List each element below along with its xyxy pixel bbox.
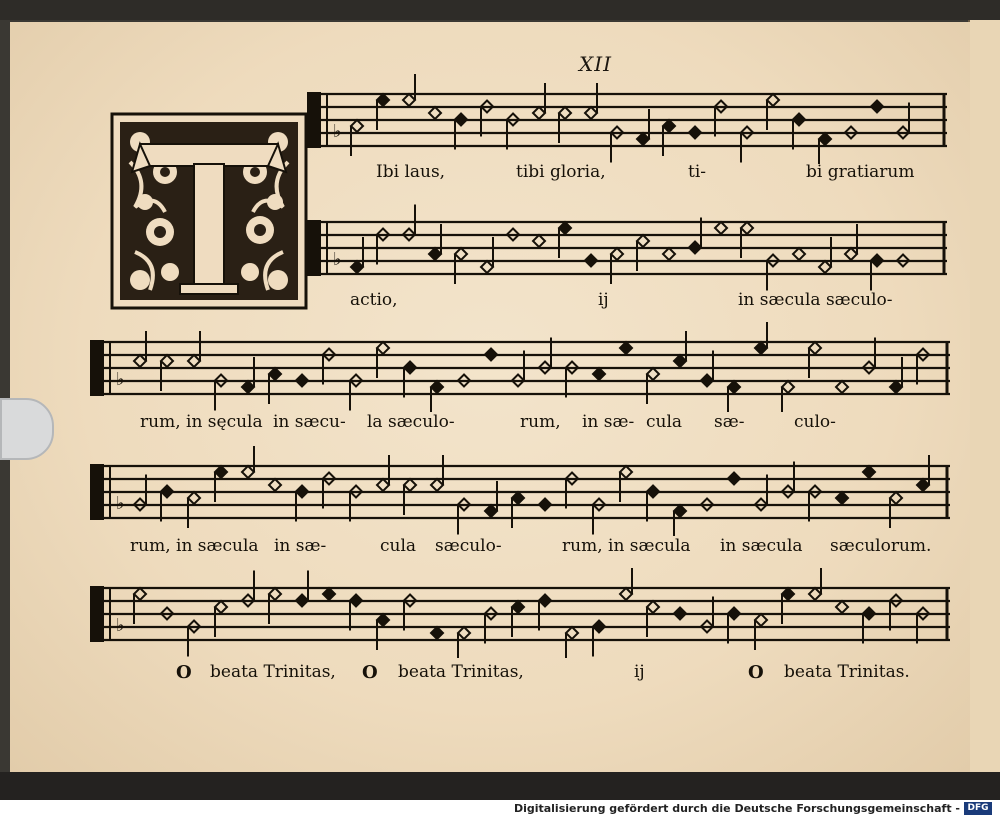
- note-head: [351, 261, 363, 273]
- lyric-syllable: culo-: [794, 412, 836, 432]
- music-staff: [307, 202, 947, 292]
- lyric-syllable: O: [362, 662, 378, 683]
- note-head: [674, 355, 686, 367]
- note-head: [455, 248, 467, 260]
- note-head: [242, 381, 254, 393]
- note-head: [674, 505, 686, 517]
- book-page: [10, 22, 970, 774]
- dfg-logo: DFG: [964, 802, 992, 815]
- note-head: [863, 466, 875, 478]
- lyric-syllable: actio,: [350, 290, 398, 310]
- note-head: [269, 479, 281, 491]
- lyric-syllable: in sæ-: [582, 412, 635, 432]
- lyric-syllable: beata Trinitas.: [784, 662, 910, 682]
- note-head: [620, 342, 632, 354]
- note-head: [512, 492, 524, 504]
- footer-credit: Digitalisierung gefördert durch die Deutsche Forschungsgemeinschaft -: [513, 802, 960, 815]
- note-head: [431, 627, 443, 639]
- lyric-syllable: in sæcula: [720, 536, 803, 556]
- flat-sign: ♭: [333, 249, 342, 270]
- flat-sign: ♭: [333, 121, 342, 142]
- note-head: [377, 342, 389, 354]
- clef-mark: [90, 464, 104, 520]
- lyric-syllable: in sæcu-: [273, 412, 346, 432]
- note-head: [215, 601, 227, 613]
- note-head: [429, 248, 441, 260]
- note-head: [728, 473, 740, 485]
- note-head: [917, 479, 929, 491]
- note-head: [539, 595, 551, 607]
- lyric-syllable: ij: [634, 662, 645, 682]
- note-head: [593, 368, 605, 380]
- note-head: [323, 588, 335, 600]
- note-head: [431, 381, 443, 393]
- note-head: [782, 381, 794, 393]
- note-head: [637, 133, 649, 145]
- note-head: [585, 255, 597, 267]
- note-head: [890, 381, 902, 393]
- note-head: [350, 595, 362, 607]
- page-number: XII: [579, 52, 613, 76]
- note-head: [215, 466, 227, 478]
- note-head: [663, 120, 675, 132]
- music-staff: [307, 74, 947, 164]
- note-head: [689, 242, 701, 254]
- lyric-syllable: in sæ-: [274, 536, 327, 556]
- book-bottom-edge: [0, 772, 1000, 800]
- lyric-syllable: O: [176, 662, 192, 683]
- note-head: [161, 355, 173, 367]
- note-head: [161, 486, 173, 498]
- note-head: [485, 505, 497, 517]
- note-head: [559, 222, 571, 234]
- note-head: [533, 107, 545, 119]
- note-head: [836, 601, 848, 613]
- note-head: [689, 127, 701, 139]
- note-head: [611, 248, 623, 260]
- decorated-initial: [110, 112, 308, 310]
- lyric-syllable: rum,: [520, 412, 561, 432]
- note-head: [377, 94, 389, 106]
- note-head: [647, 368, 659, 380]
- note-head: [242, 466, 254, 478]
- lyric-syllable: bi gratiarum: [806, 162, 915, 182]
- lyric-syllable: beata Trinitas,: [398, 662, 524, 682]
- note-head: [647, 486, 659, 498]
- note-head: [637, 235, 649, 247]
- clef-mark: [90, 586, 104, 642]
- lyric-syllable: sæculorum.: [830, 536, 932, 556]
- book-top-edge: [0, 0, 1000, 20]
- note-head: [539, 499, 551, 511]
- footer-bar: [0, 800, 1000, 818]
- note-head: [134, 588, 146, 600]
- note-head: [429, 107, 441, 119]
- music-staff: [90, 446, 950, 536]
- note-head: [296, 595, 308, 607]
- note-head: [674, 608, 686, 620]
- note-head: [863, 608, 875, 620]
- note-head: [728, 608, 740, 620]
- page-clip: [0, 398, 54, 460]
- note-head: [741, 222, 753, 234]
- note-head: [404, 479, 416, 491]
- lyric-syllable: ti-: [688, 162, 707, 182]
- note-head: [377, 614, 389, 626]
- note-head: [871, 255, 883, 267]
- staff-lines: [90, 588, 950, 640]
- note-head: [593, 621, 605, 633]
- lyric-syllable: la sæculo-: [367, 412, 455, 432]
- lyric-syllable: rum, in sęcula: [140, 412, 263, 432]
- note-head: [620, 466, 632, 478]
- lyric-syllable: cula: [646, 412, 683, 432]
- note-head: [566, 627, 578, 639]
- lyric-syllable: tibi gloria,: [516, 162, 606, 182]
- note-head: [188, 492, 200, 504]
- note-head: [755, 342, 767, 354]
- lyric-syllable: sæculo-: [435, 536, 502, 556]
- note-head: [647, 601, 659, 613]
- note-head: [485, 349, 497, 361]
- note-head: [188, 355, 200, 367]
- note-head: [455, 114, 467, 126]
- note-head: [890, 492, 902, 504]
- note-head: [585, 107, 597, 119]
- music-staff: [90, 322, 950, 412]
- lyric-syllable: rum, in sæcula: [562, 536, 691, 556]
- note-head: [755, 614, 767, 626]
- note-head: [809, 342, 821, 354]
- note-head: [296, 375, 308, 387]
- note-head: [845, 248, 857, 260]
- note-head: [431, 479, 443, 491]
- flat-sign: ♭: [116, 369, 125, 390]
- note-head: [512, 601, 524, 613]
- music-staff: [90, 568, 950, 658]
- note-head: [403, 94, 415, 106]
- note-head: [819, 133, 831, 145]
- lyric-syllable: ij: [598, 290, 609, 310]
- lyric-syllable: rum, in sæcula: [130, 536, 259, 556]
- lyric-syllable: Ibi laus,: [376, 162, 446, 182]
- note-head: [533, 235, 545, 247]
- staff-lines: [90, 342, 950, 394]
- note-head: [269, 588, 281, 600]
- note-head: [377, 479, 389, 491]
- note-head: [559, 107, 571, 119]
- note-head: [269, 368, 281, 380]
- lyric-syllable: in sæcula sæculo-: [738, 290, 893, 310]
- note-head: [620, 588, 632, 600]
- lyric-syllable: sæ-: [714, 412, 745, 432]
- note-head: [819, 261, 831, 273]
- flat-sign: ♭: [116, 615, 125, 636]
- note-head: [871, 101, 883, 113]
- note-head: [809, 588, 821, 600]
- lyric-syllable: O: [748, 662, 764, 683]
- lyric-syllable: cula: [380, 536, 417, 556]
- note-head: [728, 381, 740, 393]
- note-head: [481, 261, 493, 273]
- note-head: [715, 222, 727, 234]
- clef-mark: [90, 340, 104, 396]
- clef-mark: [307, 220, 321, 276]
- note-head: [351, 120, 363, 132]
- note-head: [663, 248, 675, 260]
- note-head: [296, 486, 308, 498]
- note-head: [793, 114, 805, 126]
- note-head: [458, 627, 470, 639]
- note-head: [793, 248, 805, 260]
- note-head: [134, 355, 146, 367]
- note-head: [701, 375, 713, 387]
- note-head: [404, 362, 416, 374]
- note-head: [782, 588, 794, 600]
- clef-mark: [307, 92, 321, 148]
- note-head: [836, 492, 848, 504]
- note-head: [836, 381, 848, 393]
- adjacent-page-edge: [968, 20, 1000, 780]
- lyric-syllable: beata Trinitas,: [210, 662, 336, 682]
- note-head: [767, 94, 779, 106]
- flat-sign: ♭: [116, 493, 125, 514]
